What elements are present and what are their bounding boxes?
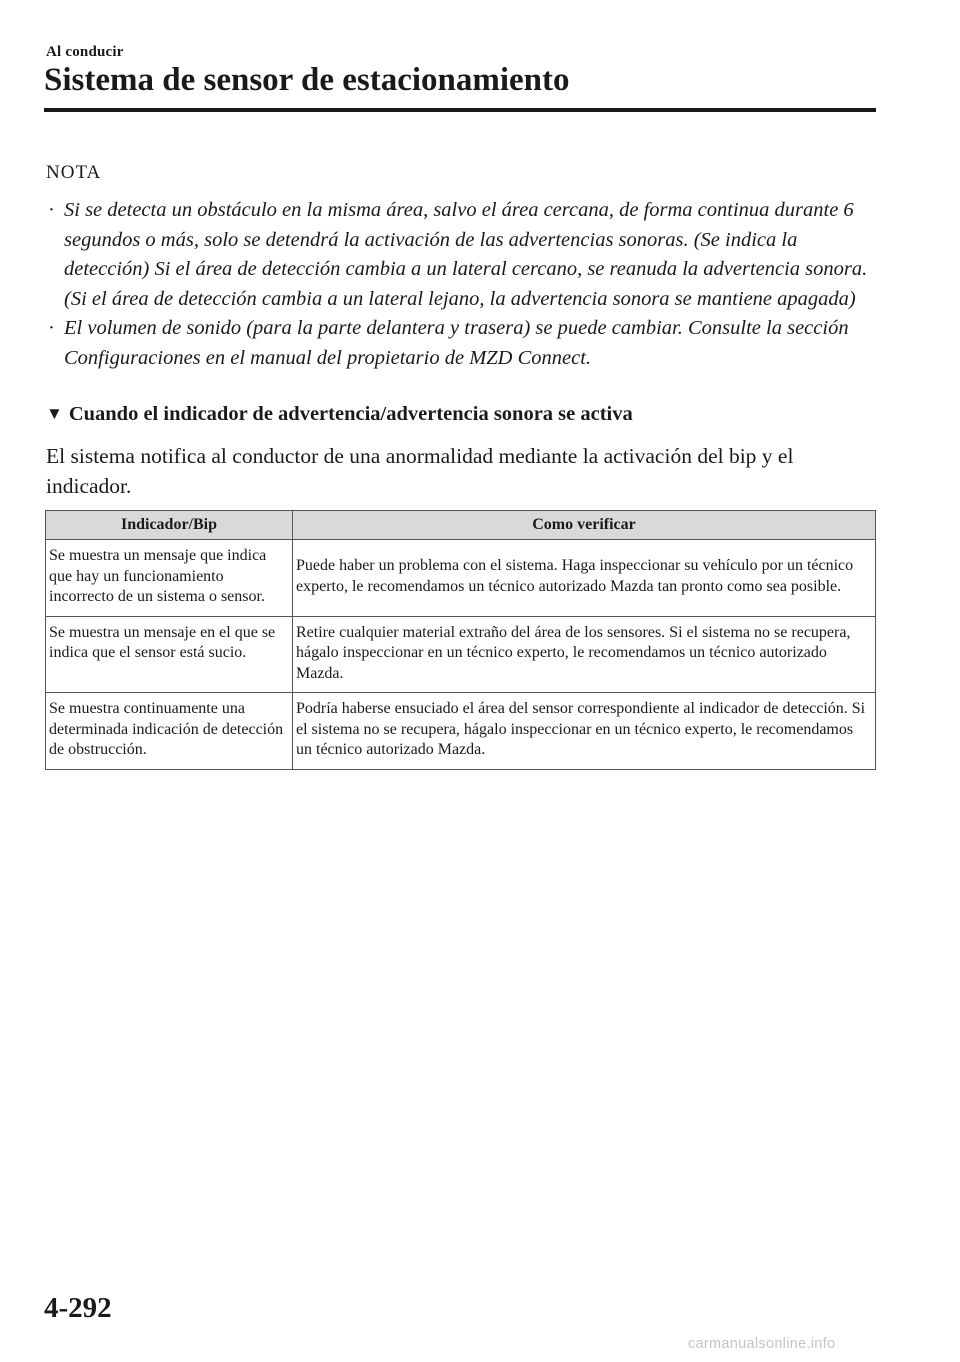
note-heading: NOTA xyxy=(46,162,102,183)
indicator-table xyxy=(45,510,876,770)
table-cell-indicator: Se muestra un mensaje que indica que hay un funcionamiento incorrecto de un sistema o sensor. xyxy=(46,540,293,617)
bullet-icon: · xyxy=(48,317,55,339)
table-cell-check: Puede haber un problema con el sistema. Haga inspeccionar su vehículo por un técnico experto, le recomendamos un técnico autorizado Mazda tan pronto como sea posible. xyxy=(293,540,876,617)
watermark: carmanualsonline.info xyxy=(688,1336,836,1352)
note-list xyxy=(46,196,886,373)
note-item xyxy=(46,314,886,373)
table-cell-indicator: Se muestra continuamente una determinada indicación de detección de obstrucción. xyxy=(46,693,293,770)
table-cell-check: Podría haberse ensuciado el área del sensor correspondiente al indicador de detección. Si el sistema no se recupera, hágalo inspeccionar en un técnico experto, le recomendamos un técnico autorizado Mazda. xyxy=(293,693,876,770)
column-header-indicator: Indicador/Bip xyxy=(46,511,293,540)
table-cell-indicator: Se muestra un mensaje en el que se indica que el sensor está sucio. xyxy=(46,616,293,693)
subsection-heading xyxy=(46,400,633,429)
subsection-body: El sistema notifica al conductor de una anormalidad mediante la activación del bip y el indicador. xyxy=(46,444,794,498)
title-divider xyxy=(44,108,876,112)
table-row xyxy=(46,693,876,770)
table-row xyxy=(46,540,876,617)
note-item xyxy=(46,196,886,314)
note-item-text: El volumen de sonido (para la parte delantera y trasera) se puede cambiar. Consulte la sección Configuraciones en el manual del propietario de MZD Connect. xyxy=(64,317,849,369)
page-title: Sistema de sensor de estacionamiento xyxy=(44,62,570,98)
page-number: 4-292 xyxy=(44,1292,112,1324)
triangle-down-icon: ▼ xyxy=(46,404,63,423)
subsection-heading-text: Cuando el indicador de advertencia/advertencia sonora se activa xyxy=(68,403,633,425)
table-cell-check: Retire cualquier material extraño del área de los sensores. Si el sistema no se recupera, hágalo inspeccionar en un técnico experto, le recomendamos un técnico autorizado Mazda. xyxy=(293,616,876,693)
section-label: Al conducir xyxy=(46,44,124,60)
column-header-check: Como verificar xyxy=(293,511,876,540)
table-row xyxy=(46,616,876,693)
bullet-icon: · xyxy=(48,199,55,221)
table-header-row xyxy=(46,511,876,540)
note-item-text: Si se detecta un obstáculo en la misma área, salvo el área cercana, de forma continua durante 6 segundos o más, solo se detendrá la activación de las advertencias sonoras. (Se indica la detección) Si el área de detección cambia a un lateral cercano, se reanuda la advertencia sonora. (Si el área de detección cambia a un lateral lejano, la advertencia sonora se mantiene apagada) xyxy=(64,199,868,310)
